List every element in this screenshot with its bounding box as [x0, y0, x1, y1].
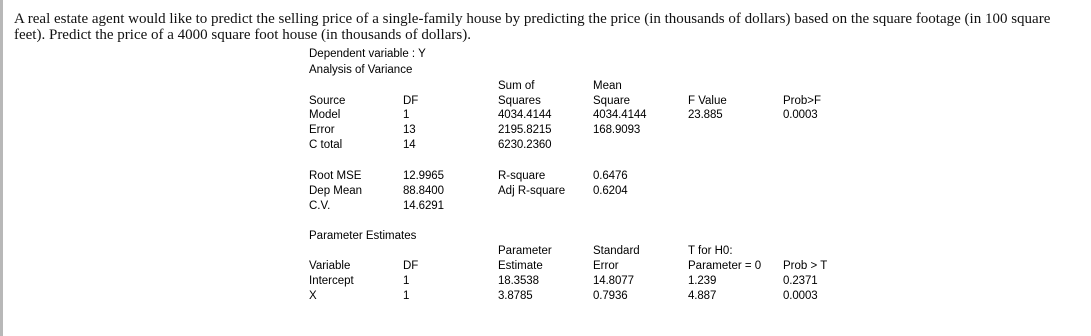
cv-label: C.V.	[309, 200, 331, 212]
param-se-intercept: 14.8077	[593, 275, 634, 287]
anova-source-model: Model	[309, 109, 341, 121]
anova-header-ms-1: Mean	[593, 80, 622, 92]
param-est-intercept: 18.3538	[498, 275, 539, 287]
param-p-x: 0.0003	[783, 290, 818, 302]
anova-header-source: Source	[309, 95, 346, 107]
anova-df-model: 1	[403, 109, 410, 121]
adj-rsq-label: Adj R-square	[498, 185, 566, 197]
anova-header-ms-2: Square	[593, 95, 631, 107]
anova-header-ss-2: Squares	[498, 95, 541, 107]
anova-header-f: F Value	[688, 95, 727, 107]
param-variable-x: X	[309, 290, 317, 302]
param-title: Parameter Estimates	[309, 230, 417, 242]
anova-df-ctotal: 14	[403, 139, 416, 151]
param-header-se-2: Error	[593, 260, 619, 272]
rsq-label: R-square	[498, 170, 546, 182]
param-df-x: 1	[403, 290, 410, 302]
param-header-est-2: Estimate	[498, 260, 543, 272]
param-t-x: 4.887	[688, 290, 717, 302]
anova-header-df: DF	[403, 95, 419, 107]
anova-title: Analysis of Variance	[309, 64, 413, 76]
anova-ss-error: 2195.8215	[498, 124, 552, 136]
anova-df-error: 13	[403, 124, 416, 136]
param-header-prob-t: Prob > T	[783, 260, 828, 272]
anova-ms-error: 168.9093	[593, 124, 641, 136]
anova-ms-model: 4034.4144	[593, 109, 647, 121]
rsq-value: 0.6476	[593, 170, 628, 182]
anova-source-error: Error	[309, 124, 335, 136]
anova-ss-ctotal: 6230.2360	[498, 139, 552, 151]
adj-rsq-value: 0.6204	[593, 185, 628, 197]
anova-f-value: 23.885	[688, 109, 723, 121]
param-header-t-2: Parameter = 0	[688, 260, 762, 272]
anova-ss-model: 4034.4144	[498, 109, 552, 121]
anova-prob-f: 0.0003	[783, 109, 818, 121]
param-se-x: 0.7936	[593, 290, 628, 302]
param-header-t-1: T for H0:	[688, 245, 733, 257]
left-border	[0, 0, 3, 336]
dep-mean-label: Dep Mean	[309, 185, 363, 197]
param-df-intercept: 1	[403, 275, 410, 287]
param-p-intercept: 0.2371	[783, 275, 818, 287]
question-text: A real estate agent would like to predict the selling price of a single-family house by predicting the price (in thousands of dollars) based on the square footage (in 100 square feet). Predict the price of a 4000 square foot house (in thousands of dollars).	[14, 11, 1051, 43]
dependent-variable-label: Dependent variable : Y	[309, 48, 426, 60]
root-mse-label: Root MSE	[309, 170, 362, 182]
anova-header-ss-1: Sum of	[498, 80, 535, 92]
param-header-df: DF	[403, 260, 419, 272]
dep-mean-value: 88.8400	[403, 185, 444, 197]
param-t-intercept: 1.239	[688, 275, 717, 287]
param-header-se-1: Standard	[593, 245, 640, 257]
root-mse-value: 12.9965	[403, 170, 444, 182]
cv-value: 14.6291	[403, 200, 444, 212]
param-header-variable: Variable	[309, 260, 351, 272]
param-est-x: 3.8785	[498, 290, 533, 302]
param-header-est-1: Parameter	[498, 245, 552, 257]
param-variable-intercept: Intercept	[309, 275, 354, 287]
anova-source-ctotal: C total	[309, 139, 343, 151]
anova-header-prob-f: Prob>F	[783, 95, 822, 107]
